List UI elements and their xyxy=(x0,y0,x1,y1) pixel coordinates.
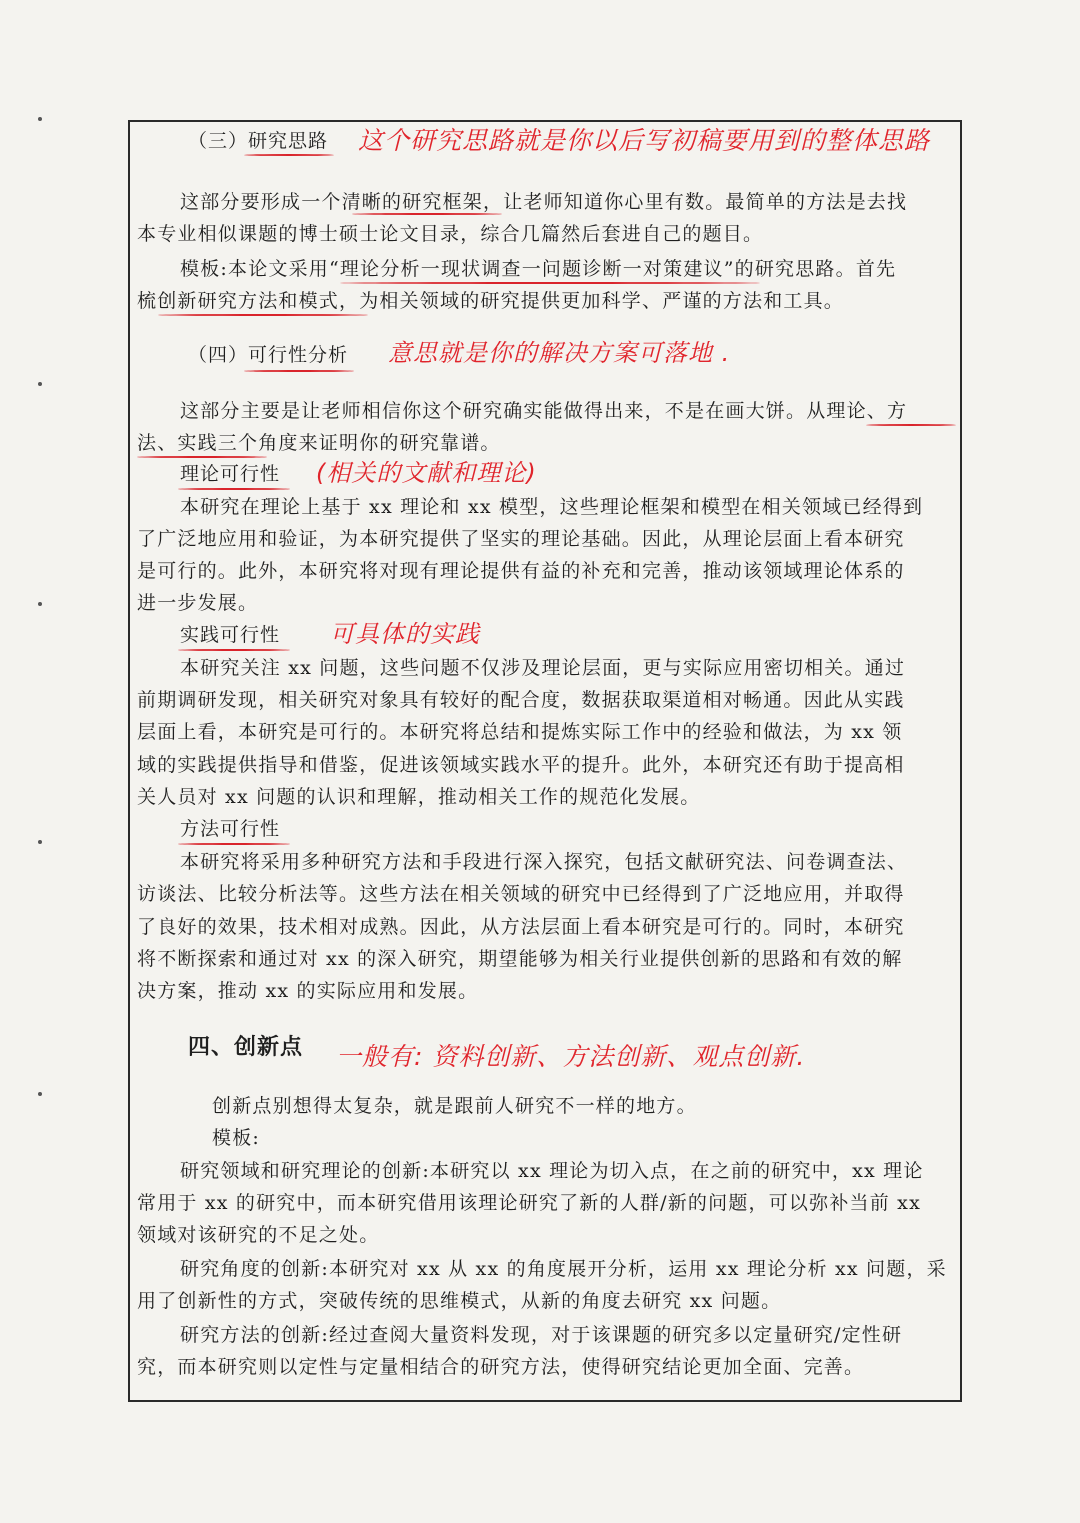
paragraph-line: 是可行的。此外，本研究将对现有理论提供有益的补充和完善，推动该领域理论体系的 xyxy=(137,560,905,582)
section-heading-innovation: 四、创新点 xyxy=(188,1034,304,1060)
subheading-theory-feasibility: 理论可行性 xyxy=(180,463,281,485)
paragraph-line: 进一步发展。 xyxy=(137,592,259,614)
underline-mark xyxy=(244,370,354,372)
handwritten-note-feasibility: 意思就是你的解决方案可落地 . xyxy=(388,339,731,367)
handwritten-note-theory: (相关的文献和理论) xyxy=(316,459,537,487)
underline-mark xyxy=(352,213,502,215)
handwritten-note-innovation: 一般有: 资料创新、方法创新、观点创新. xyxy=(336,1042,806,1071)
paragraph-line: 梳创新研究方法和模式，为相关领域的研究提供更加科学、严谨的方法和工具。 xyxy=(137,290,845,312)
underline-mark xyxy=(178,843,290,845)
paragraph-line: 本专业相似课题的博士硕士论文目录，综合几篇然后套进自己的题目。 xyxy=(137,223,764,245)
paragraph-line: 这部分主要是让老师相信你这个研究确实能做得出来，不是在画大饼。从理论、方 xyxy=(180,400,908,422)
underline-mark xyxy=(340,282,760,284)
margin-dot xyxy=(38,840,42,844)
margin-dot xyxy=(38,1092,42,1096)
section-heading-research-approach: （三）研究思路 xyxy=(188,130,329,152)
paragraph-line: 域的实践提供指导和借鉴，促进该领域实践水平的提升。此外，本研究还有助于提高相 xyxy=(137,754,905,776)
paragraph-line: 本研究在理论上基于 xx 理论和 xx 模型，这些理论框架和模型在相关领域已经得到 xyxy=(180,496,924,518)
underline-mark xyxy=(178,649,290,651)
paragraph-line: 本研究将采用多种研究方法和手段进行深入探究，包括文献研究法、问卷调查法、 xyxy=(180,851,908,873)
paragraph-line: 关人员对 xx 问题的认识和理解，推动相关工作的规范化发展。 xyxy=(137,786,701,808)
handwritten-note-practice: 可具体的实践 xyxy=(330,620,480,648)
subheading-method-feasibility: 方法可行性 xyxy=(180,818,281,840)
paragraph-line: 前期调研发现，相关研究对象具有较好的配合度，数据获取渠道相对畅通。因此从实践 xyxy=(137,689,905,711)
underline-mark xyxy=(158,314,368,316)
paragraph-line: 用了创新性的方式，突破传统的思维模式，从新的角度去研究 xx 问题。 xyxy=(137,1290,782,1312)
underline-mark xyxy=(244,154,334,156)
section-heading-feasibility: （四）可行性分析 xyxy=(188,344,349,366)
margin-dot xyxy=(38,117,42,121)
template-label: 模板: xyxy=(212,1127,261,1149)
handwritten-note-research-approach: 这个研究思路就是你以后写初稿要用到的整体思路 xyxy=(358,126,931,155)
paragraph-line: 研究方法的创新:经过查阅大量资料发现，对于该课题的研究多以定量研究/定性研 xyxy=(180,1324,903,1346)
paragraph-line: 创新点别想得太复杂，就是跟前人研究不一样的地方。 xyxy=(212,1095,697,1117)
paragraph-line: 将不断探索和通过对 xx 的深入研究，期望能够为相关行业提供创新的思路和有效的解 xyxy=(137,948,903,970)
paragraph-line: 访谈法、比较分析法等。这些方法在相关领域的研究中已经得到了广泛地应用，并取得 xyxy=(137,883,905,905)
paragraph-line: 模板:本论文采用“理论分析一现状调查一问题诊断一对策建议”的研究思路。首先 xyxy=(180,258,897,280)
paragraph-line: 了良好的效果，技术相对成熟。因此，从方法层面上看本研究是可行的。同时，本研究 xyxy=(137,916,905,938)
subheading-practice-feasibility: 实践可行性 xyxy=(180,624,281,646)
paragraph-line: 法、实践三个角度来证明你的研究靠谱。 xyxy=(137,432,501,454)
paragraph-line: 常用于 xx 的研究中，而本研究借用该理论研究了新的人群/新的问题，可以弥补当前 xx xyxy=(137,1192,921,1214)
paragraph-line: 决方案，推动 xx 的实际应用和发展。 xyxy=(137,980,479,1002)
paragraph-line: 这部分要形成一个清晰的研究框架，让老师知道你心里有数。最简单的方法是去找 xyxy=(180,191,908,213)
margin-dot xyxy=(38,382,42,386)
underline-mark xyxy=(866,424,956,426)
paragraph-line: 本研究关注 xx 问题，这些问题不仅涉及理论层面，更与实际应用密切相关。通过 xyxy=(180,657,906,679)
paragraph-line: 研究角度的创新:本研究对 xx 从 xx 的角度展开分析，运用 xx 理论分析 xx 问题，采 xyxy=(180,1258,947,1280)
margin-dot xyxy=(38,602,42,606)
underline-mark xyxy=(178,488,290,490)
paragraph-line: 层面上看，本研究是可行的。本研究将总结和提炼实际工作中的经验和做法，为 xx 领 xyxy=(137,721,903,743)
paragraph-line: 领域对该研究的不足之处。 xyxy=(137,1224,380,1246)
paragraph-line: 了广泛地应用和验证，为本研究提供了坚实的理论基础。因此，从理论层面上看本研究 xyxy=(137,528,905,550)
paragraph-line: 研究领域和研究理论的创新:本研究以 xx 理论为切入点，在之前的研究中，xx 理论 xyxy=(180,1160,924,1182)
paragraph-line: 究，而本研究则以定性与定量相结合的研究方法，使得研究结论更加全面、完善。 xyxy=(137,1356,865,1378)
underline-mark xyxy=(137,456,267,458)
